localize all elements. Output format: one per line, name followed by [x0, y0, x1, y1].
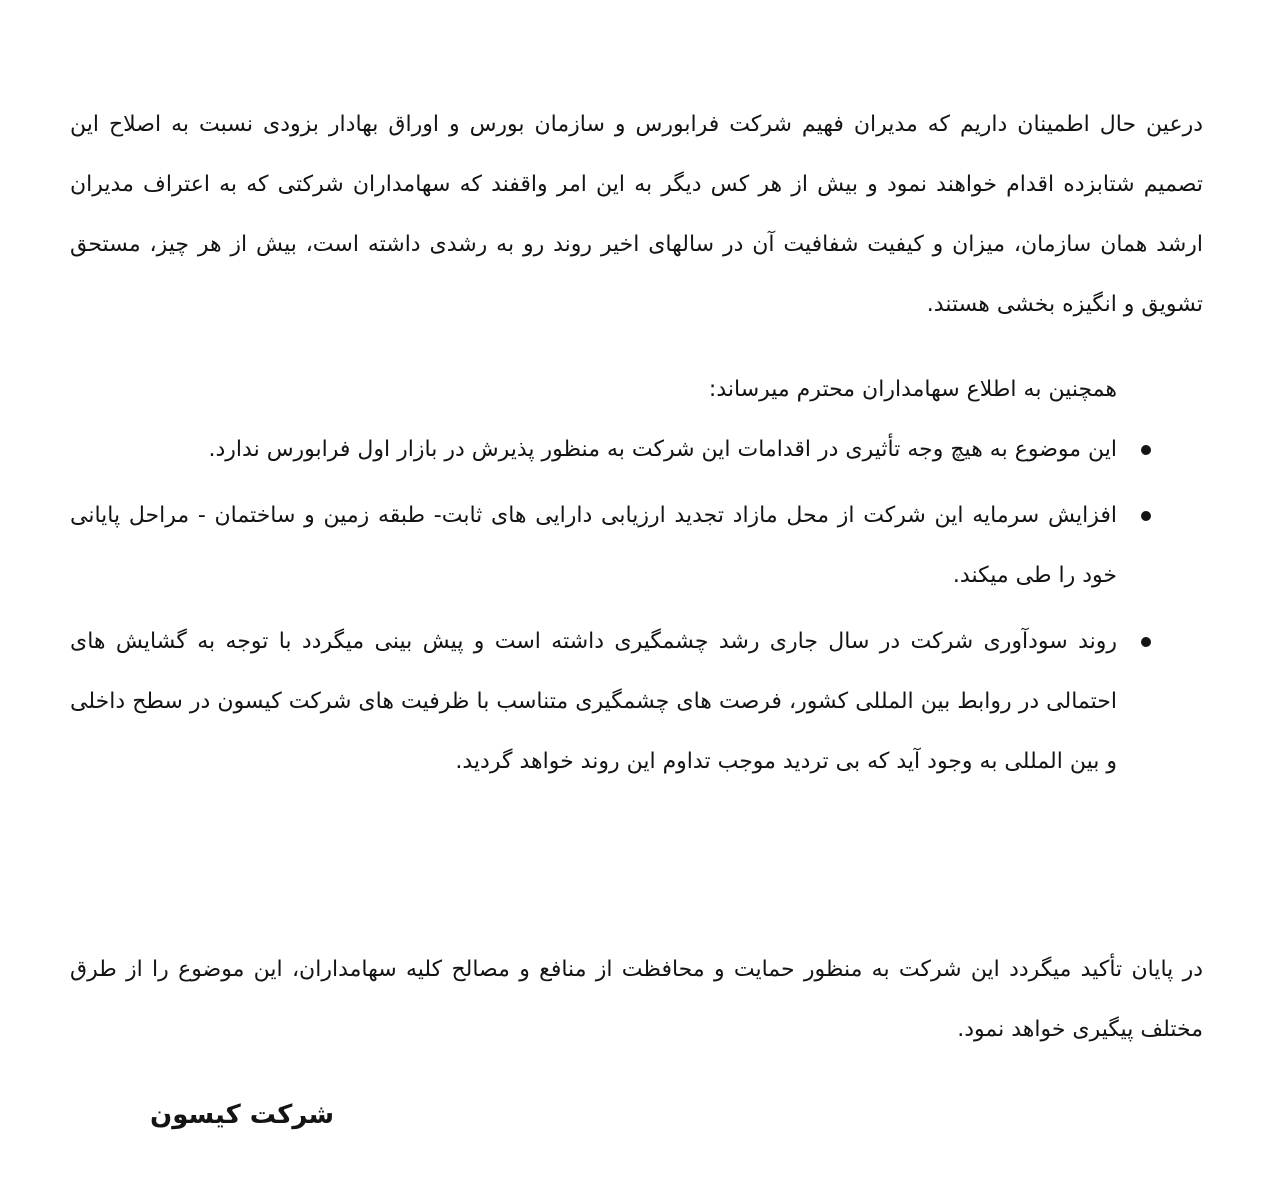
paragraph-intro: همچنین به اطلاع سهامداران محترم میرساند: — [708, 377, 1117, 402]
list-item-text: روند سودآوری شرکت در سال جاری رشد چشمگیری داشته است و پیش بینی میگردد با توجه به گشایش های احتمالی در روابط بین المللی کشور، فرصت های چشمگیری متناسب با ظرفیت های شرکت کیسون در سطح داخلی و بین المللی به وجود آید که بی تردید موجب تداوم این روند خواهد گردید. — [70, 629, 1117, 774]
bullet-icon — [1141, 637, 1151, 647]
bullet-icon — [1141, 511, 1151, 521]
paragraph-closing: در پایان تأکید میگردد این شرکت به منظور حمایت و محافظت از منافع و مصالح کلیه سهامداران، این موضوع را از طرق مختلف پیگیری خواهد نمود. — [70, 957, 1203, 1042]
list-item — [70, 612, 1203, 792]
bullet-list — [70, 420, 1203, 798]
signature-company-name: شرکت کیسون — [150, 1100, 335, 1130]
list-item-text: افزایش سرمایه این شرکت از محل مازاد تجدید ارزیابی دارایی های ثابت- طبقه زمین و ساختمان - مراحل پایانی خود را طی میکند. — [70, 503, 1117, 588]
list-item — [70, 420, 1203, 480]
list-item — [70, 486, 1203, 606]
paragraph-assurance: درعین حال اطمینان داریم که مدیران فهیم شرکت فرابورس و سازمان بورس و اوراق بهادار بزودی نسبت به اصلاح این تصمیم شتابزده اقدام خواهند نمود و بیش از هر کس دیگر به این امر واقفند که سهامداران شرکتی که به اعتراف مدیران ارشد همان سازمان، میزان و کیفیت شفافیت آن در سالهای اخیر روند رو به رشدی داشته است، بیش از هر چیز، مستحق تشویق و انگیزه بخشی هستند. — [70, 112, 1203, 317]
bullet-icon — [1141, 445, 1151, 455]
list-item-text: این موضوع به هیچ وجه تأثیری در اقدامات این شرکت به منظور پذیرش در بازار اول فرابورس ندارد. — [208, 437, 1117, 462]
